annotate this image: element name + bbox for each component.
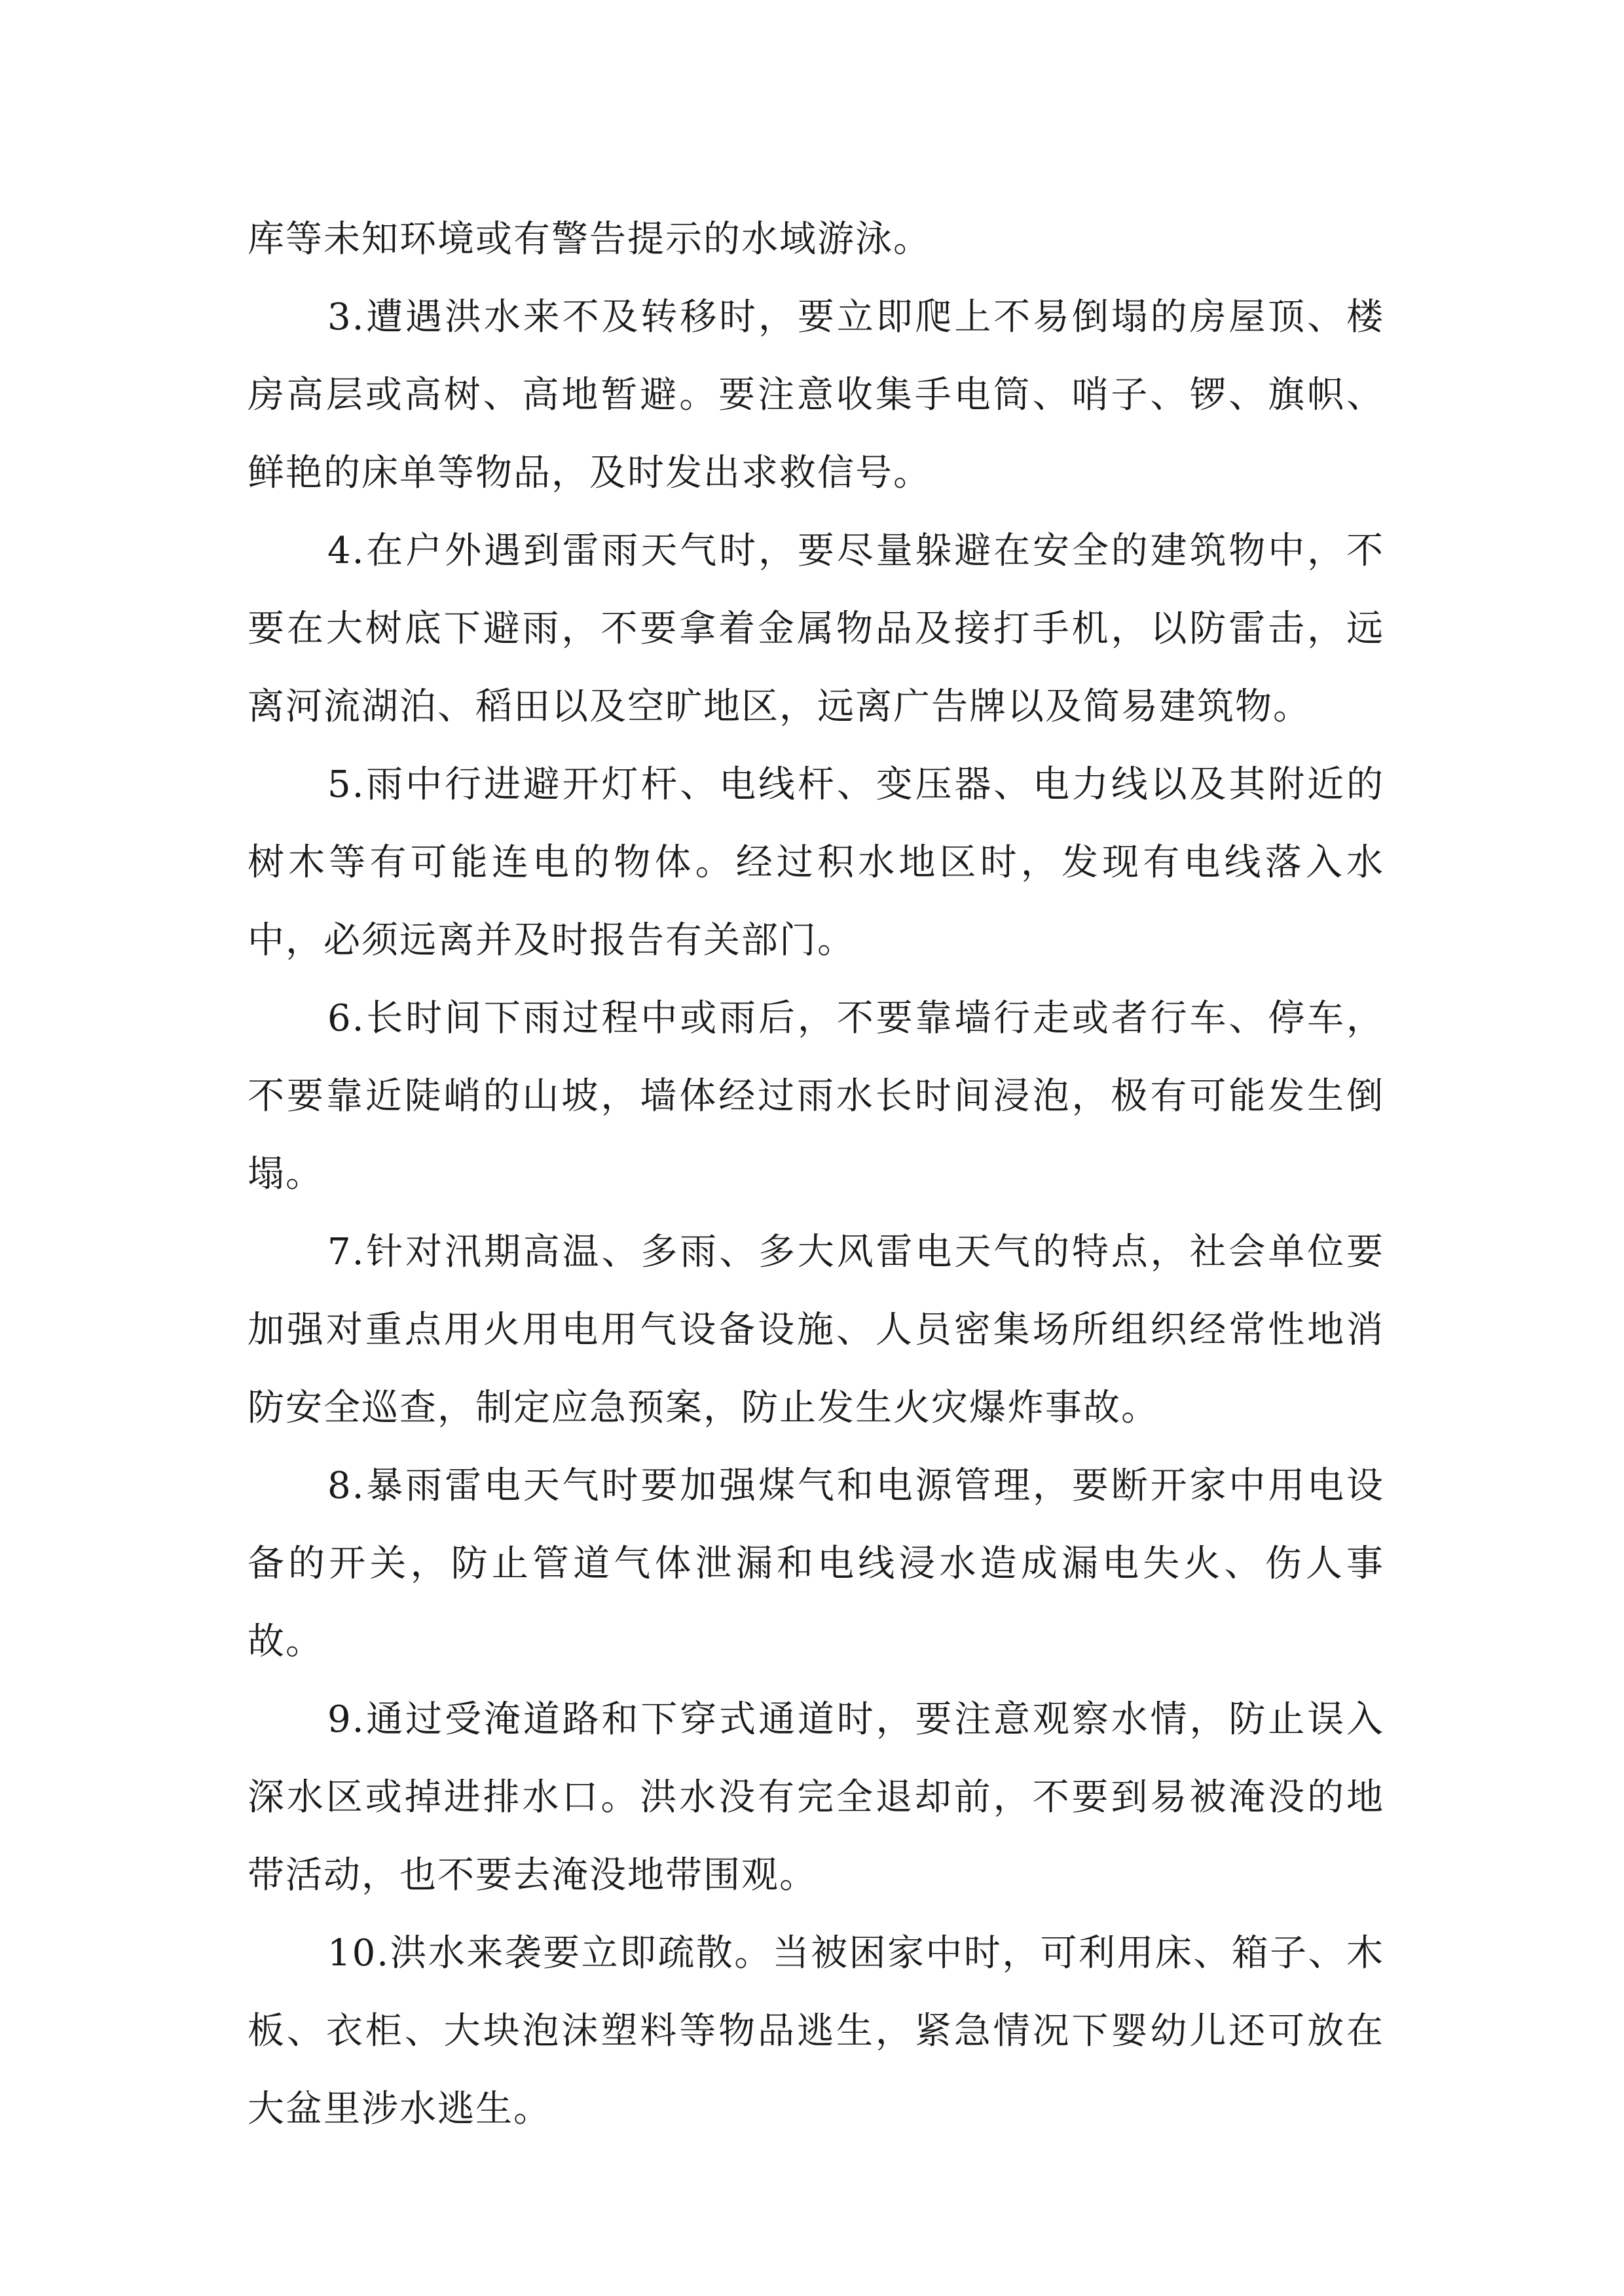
paragraph-continuation: 库等未知环境或有警告提示的水域游泳。 bbox=[248, 218, 931, 261]
paragraph-item-4: 4.在户外遇到雷雨天气时，要尽量躲避在安全的建筑物中，不要在大树底下避雨，不要拿着金属物品及接打手机，以防雷击，远离河流湖泊、稻田以及空旷地区，远离广告牌以及简易建筑物。 bbox=[248, 530, 1384, 728]
paragraph-item-5: 5.雨中行进避开灯杆、电线杆、变压器、电力线以及其附近的树木等有可能连电的物体。经过积水地区时，发现有电线落入水中，必须远离并及时报告有关部门。 bbox=[248, 763, 1384, 962]
paragraph-item-8: 8.暴雨雷电天气时要加强煤气和电源管理，要断开家中用电设备的开关，防止管道气体泄漏和电线浸水造成漏电失火、伤人事故。 bbox=[248, 1465, 1384, 1663]
paragraph-item-6: 6.长时间下雨过程中或雨后，不要靠墙行走或者行车、停车，不要靠近陡峭的山坡，墙体经过雨水长时间浸泡，极有可能发生倒塌。 bbox=[248, 997, 1384, 1195]
document-body bbox=[248, 200, 1384, 2148]
paragraph-item-10: 10.洪水来袭要立即疏散。当被困家中时，可利用床、箱子、木板、衣柜、大块泡沫塑料等物品逃生，紧急情况下婴幼儿还可放在大盆里涉水逃生。 bbox=[248, 1932, 1384, 2130]
paragraph-item-3: 3.遭遇洪水来不及转移时，要立即爬上不易倒塌的房屋顶、楼房高层或高树、高地暂避。要注意收集手电筒、哨子、锣、旗帜、鲜艳的床单等物品，及时发出求救信号。 bbox=[248, 296, 1384, 494]
paragraph-item-7: 7.针对汛期高温、多雨、多大风雷电天气的特点，社会单位要加强对重点用火用电用气设备设施、人员密集场所组织经常性地消防安全巡查，制定应急预案，防止发生火灾爆炸事故。 bbox=[248, 1231, 1384, 1429]
paragraph-item-9: 9.通过受淹道路和下穿式通道时，要注意观察水情，防止误入深水区或掉进排水口。洪水没有完全退却前，不要到易被淹没的地带活动，也不要去淹没地带围观。 bbox=[248, 1698, 1384, 1897]
